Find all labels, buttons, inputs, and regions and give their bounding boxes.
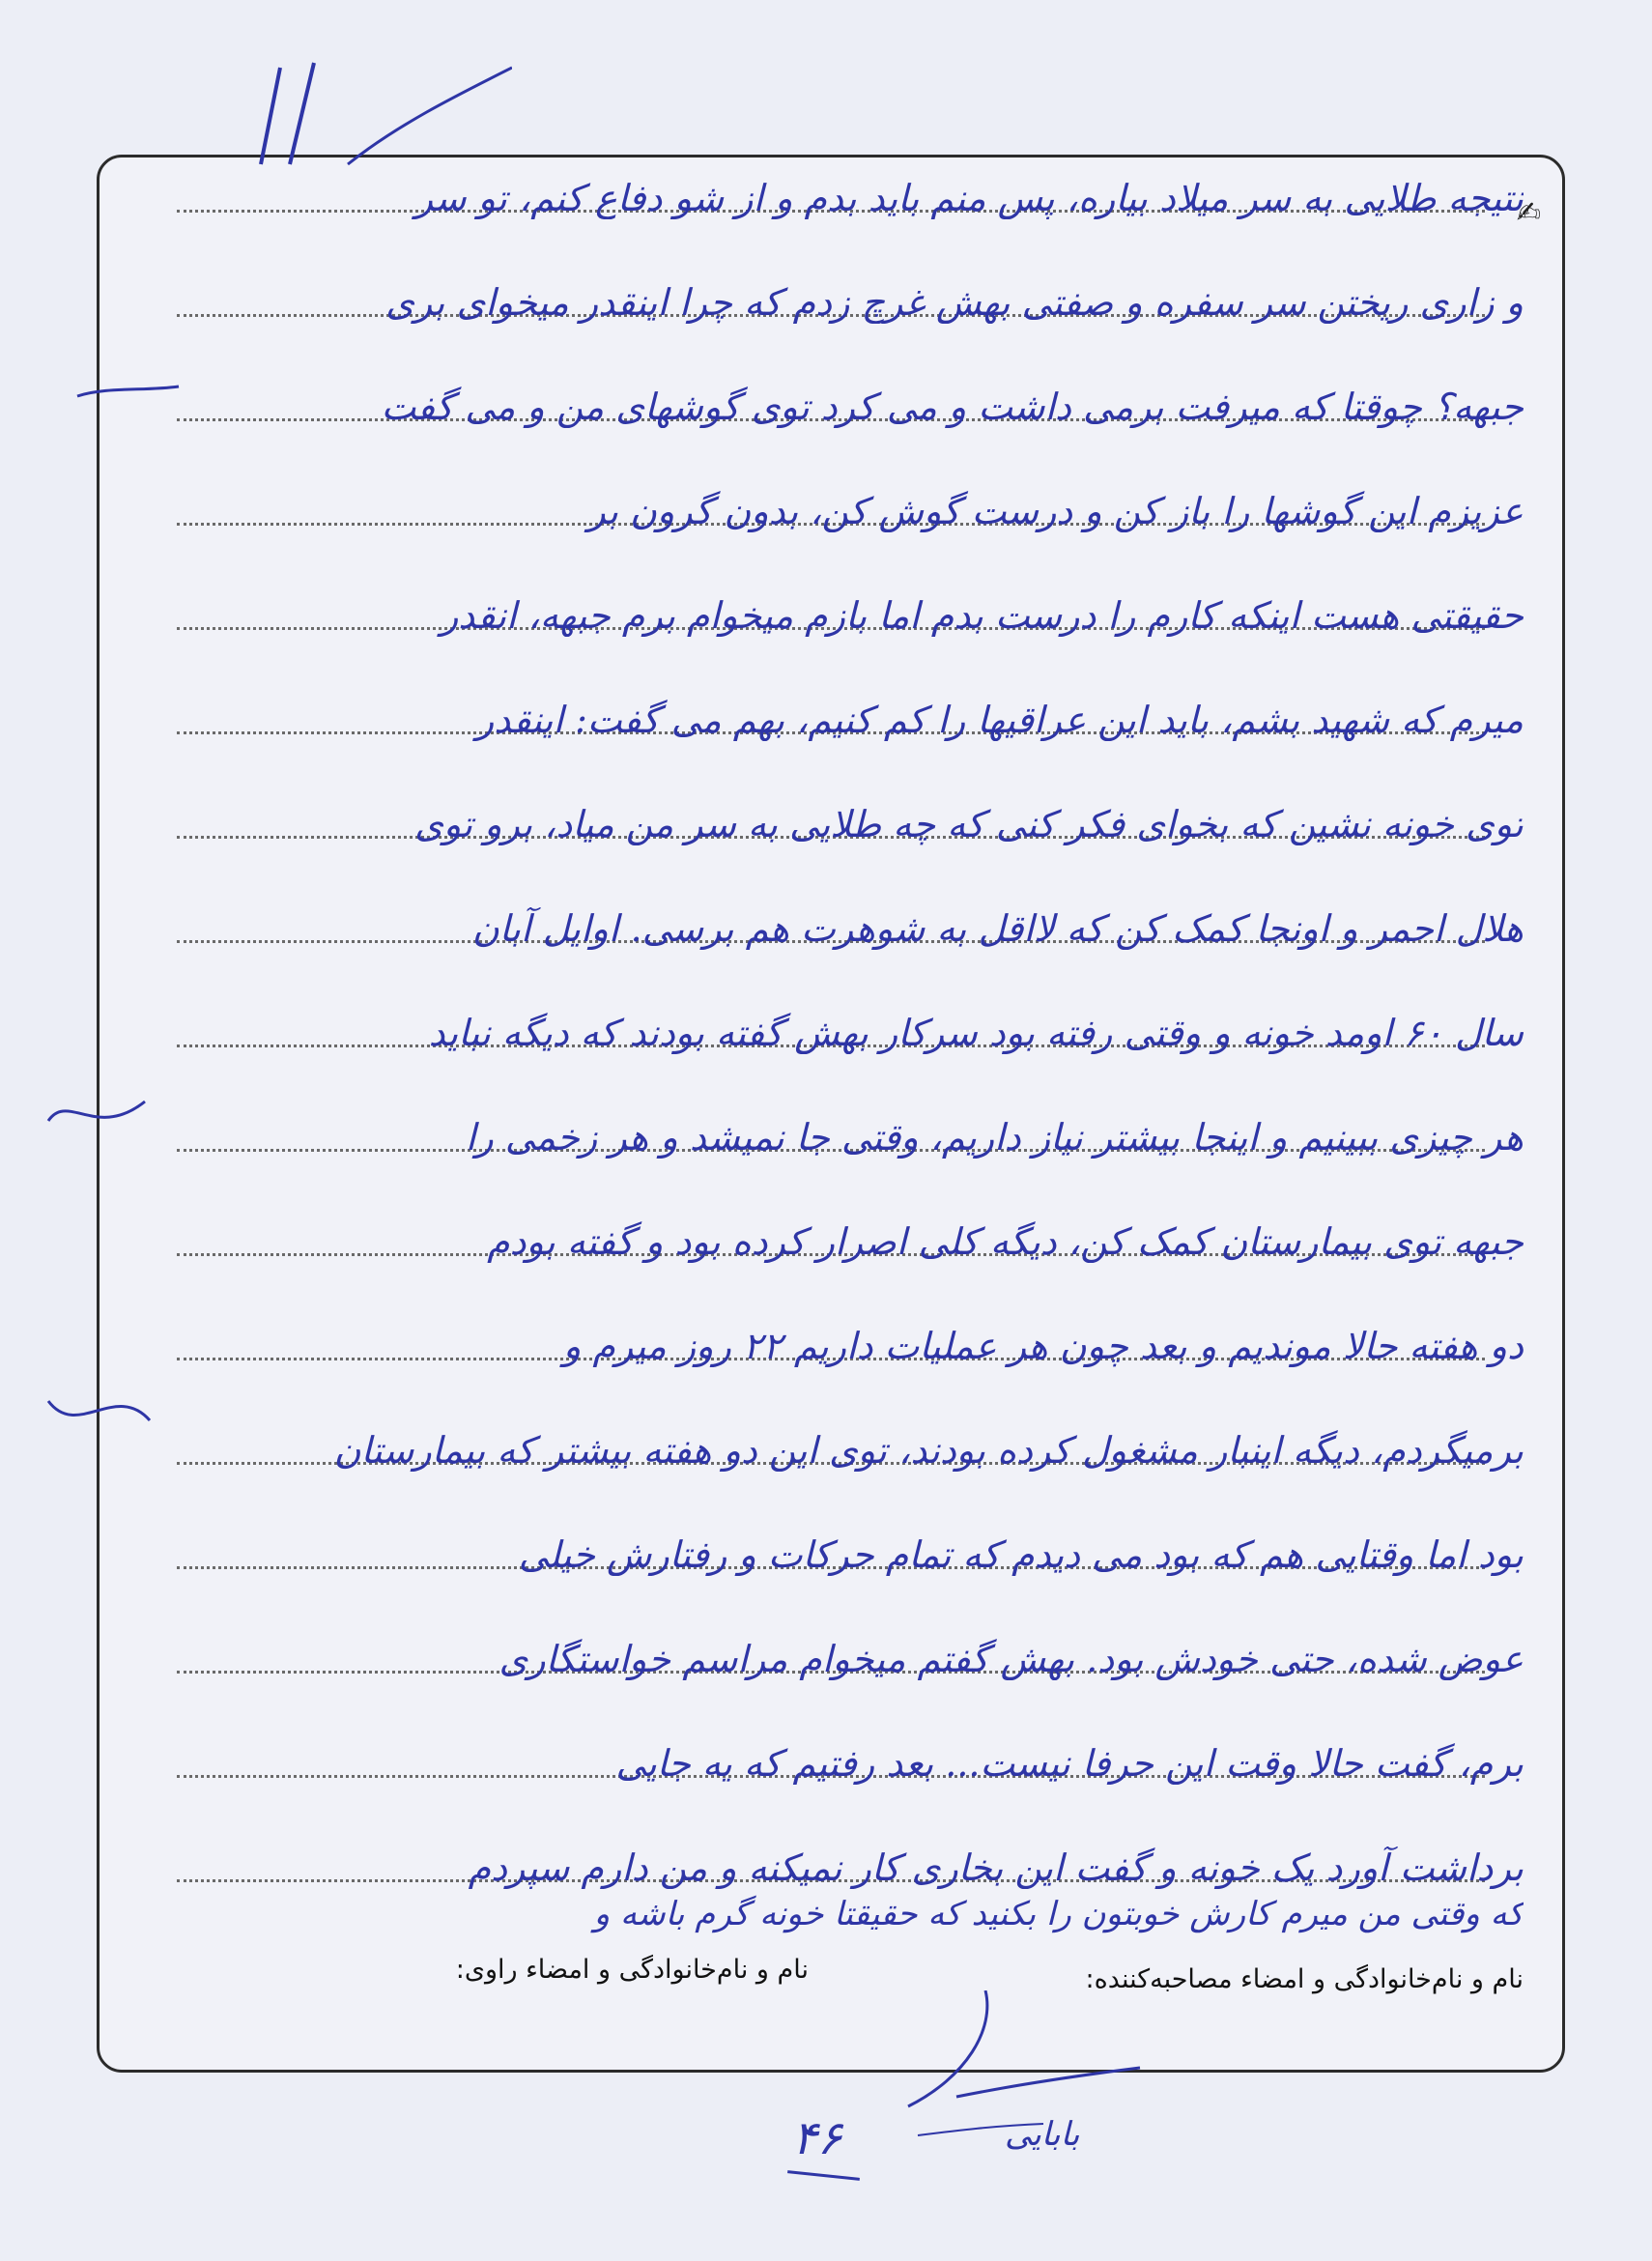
signature-text: بابایی bbox=[1005, 2115, 1080, 2154]
handwritten-line: توی خونه نشین که بخوای فکر کنی که چه طلایی به سر من میاد، برو توی bbox=[414, 803, 1524, 845]
handwritten-line: برم، گفت حالا وقت این حرفا نیست... بعد رفتیم که یه جایی bbox=[615, 1742, 1524, 1785]
handwritten-line: سال ۶۰ اومد خونه و وقتی رفته بود سرکار بهش گفته بودند که دیگه نباید bbox=[428, 1012, 1524, 1054]
handwritten-line: دو هفته حالا موندیم و بعد چون هر عملیات داریم ۲۲ روز میرم و bbox=[562, 1325, 1524, 1367]
narrator-signature-label: نام و نام‌خانوادگی و امضاء راوی: bbox=[455, 1955, 809, 1985]
handwritten-line: جبهه؟ چوقتا که میرفت برمی داشت و می کرد توی گوشهای من و می گفت bbox=[381, 386, 1524, 428]
page-number: ۴۶ bbox=[792, 2111, 842, 2165]
handwritten-line: نتیجه طلایی به سر میلاد بیاره، پس منم باید بدم و از شو دفاع کنم، تو سر bbox=[414, 177, 1524, 219]
handwritten-line: و زاری ریختن سر سفره و صفتی بهش غرچ زدم که چرا اینقدر میخوای بری bbox=[385, 281, 1524, 324]
margin-pen-strokes bbox=[222, 58, 512, 174]
handwritten-line: بود اما وقتایی هم که بود می دیدم که تمام حرکات و رفتارش خیلی bbox=[518, 1533, 1524, 1576]
pen-icon: ✍ bbox=[1516, 196, 1541, 230]
interviewer-signature-label: نام و نام‌خانوادگی و امضاء مصاحبه‌کننده: bbox=[1085, 1964, 1524, 1994]
handwritten-line: برمیگردم، دیگه اینبار مشغول کرده بودند، توی این دو هفته بیشتر که بیمارستان bbox=[333, 1429, 1524, 1472]
handwritten-line: حقیقتی هست اینکه کارم را درست بدم اما بازم میخوام برم جبهه، انقدر bbox=[440, 594, 1524, 637]
handwritten-line: که وقتی من میرم کارش خوبتون را بکنید که حقیقتا خونه گرم باشه و bbox=[593, 1895, 1524, 1933]
handwritten-line: عزیزم این گوشها را باز کن و درست گوش کن، بدون گرون بر bbox=[587, 490, 1524, 532]
margin-scribble bbox=[39, 1073, 155, 1150]
handwritten-line: عوض شده، حتی خودش بود. بهش گفتم میخوام مراسم خواستگاری bbox=[498, 1638, 1524, 1680]
page-number-underline bbox=[787, 2170, 860, 2181]
handwritten-line: جبهه توی بیمارستان کمک کن، دیگه کلی اصرار کرده بود و گفته بودم bbox=[487, 1220, 1524, 1263]
handwritten-line: هلال احمر و اونجا کمک کن که لااقل به شوهرت هم برسی. اوایل آبان bbox=[471, 907, 1524, 950]
handwritten-line: برداشت آورد یک خونه و گفت این بخاری کار نمیکنه و من دارم سپردم bbox=[468, 1846, 1524, 1889]
margin-scribble bbox=[68, 358, 184, 415]
handwritten-line: میرم که شهید بشم، باید این عراقیها را کم کنیم، بهم می گفت: اینقدر bbox=[475, 699, 1524, 741]
page-frame bbox=[97, 155, 1565, 2073]
signature-labels bbox=[100, 1955, 1562, 2013]
margin-scribble bbox=[39, 1372, 155, 1449]
handwritten-line: هر چیزی ببینیم و اینجا بیشتر نیاز داریم، وقتی جا نمیشد و هر زخمی را bbox=[465, 1116, 1524, 1159]
narrator-signature bbox=[850, 1990, 1198, 2164]
